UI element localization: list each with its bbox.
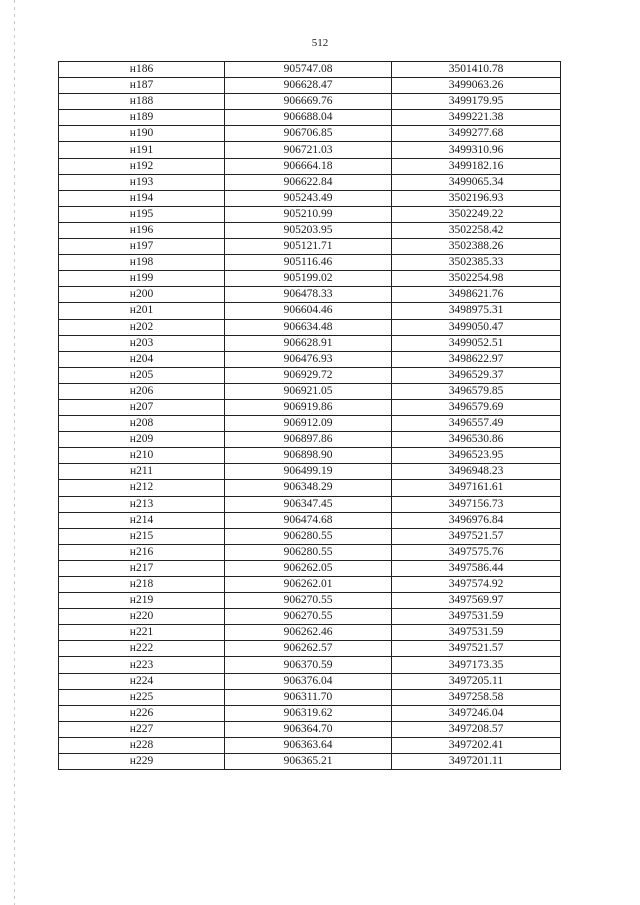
table-row bbox=[59, 110, 561, 126]
y-coordinate-cell: 3496948.23 bbox=[392, 464, 561, 480]
point-id-cell: н209 bbox=[59, 432, 225, 448]
table-row bbox=[59, 206, 561, 222]
point-id-cell: н210 bbox=[59, 448, 225, 464]
point-id-cell: н208 bbox=[59, 416, 225, 432]
x-coordinate-cell: 906319.62 bbox=[225, 705, 392, 721]
y-coordinate-cell: 3499182.16 bbox=[392, 158, 561, 174]
x-coordinate-cell: 906478.33 bbox=[225, 287, 392, 303]
y-coordinate-cell: 3502258.42 bbox=[392, 222, 561, 238]
point-id-cell: н200 bbox=[59, 287, 225, 303]
table-row bbox=[59, 399, 561, 415]
point-id-cell: н194 bbox=[59, 190, 225, 206]
y-coordinate-cell: 3498975.31 bbox=[392, 303, 561, 319]
point-id-cell: н186 bbox=[59, 62, 225, 78]
x-coordinate-cell: 906270.55 bbox=[225, 593, 392, 609]
point-id-cell: н189 bbox=[59, 110, 225, 126]
x-coordinate-cell: 906898.90 bbox=[225, 448, 392, 464]
y-coordinate-cell: 3497156.73 bbox=[392, 496, 561, 512]
y-coordinate-cell: 3497208.57 bbox=[392, 721, 561, 737]
table-row bbox=[59, 255, 561, 271]
table-row bbox=[59, 577, 561, 593]
y-coordinate-cell: 3497173.35 bbox=[392, 657, 561, 673]
x-coordinate-cell: 905243.49 bbox=[225, 190, 392, 206]
scan-edge-artifact bbox=[14, 0, 15, 905]
y-coordinate-cell: 3497586.44 bbox=[392, 560, 561, 576]
point-id-cell: н195 bbox=[59, 206, 225, 222]
x-coordinate-cell: 906365.21 bbox=[225, 754, 392, 770]
y-coordinate-cell: 3496579.69 bbox=[392, 399, 561, 415]
table-row bbox=[59, 271, 561, 287]
y-coordinate-cell: 3502196.93 bbox=[392, 190, 561, 206]
y-coordinate-cell: 3497201.11 bbox=[392, 754, 561, 770]
point-id-cell: н197 bbox=[59, 239, 225, 255]
table-row bbox=[59, 560, 561, 576]
table-row bbox=[59, 641, 561, 657]
x-coordinate-cell: 905199.02 bbox=[225, 271, 392, 287]
point-id-cell: н192 bbox=[59, 158, 225, 174]
point-id-cell: н211 bbox=[59, 464, 225, 480]
x-coordinate-cell: 906634.48 bbox=[225, 319, 392, 335]
table-row bbox=[59, 78, 561, 94]
point-id-cell: н203 bbox=[59, 335, 225, 351]
x-coordinate-cell: 906628.91 bbox=[225, 335, 392, 351]
table-row bbox=[59, 239, 561, 255]
x-coordinate-cell: 906912.09 bbox=[225, 416, 392, 432]
y-coordinate-cell: 3499052.51 bbox=[392, 335, 561, 351]
x-coordinate-cell: 905210.99 bbox=[225, 206, 392, 222]
table-row bbox=[59, 544, 561, 560]
point-id-cell: н198 bbox=[59, 255, 225, 271]
y-coordinate-cell: 3497161.61 bbox=[392, 480, 561, 496]
point-id-cell: н188 bbox=[59, 94, 225, 110]
x-coordinate-cell: 906474.68 bbox=[225, 512, 392, 528]
table-row bbox=[59, 480, 561, 496]
point-id-cell: н218 bbox=[59, 577, 225, 593]
x-coordinate-cell: 906721.03 bbox=[225, 142, 392, 158]
y-coordinate-cell: 3496976.84 bbox=[392, 512, 561, 528]
table-row bbox=[59, 705, 561, 721]
point-id-cell: н187 bbox=[59, 78, 225, 94]
point-id-cell: н196 bbox=[59, 222, 225, 238]
coordinates-table-body bbox=[59, 62, 561, 770]
y-coordinate-cell: 3496529.37 bbox=[392, 367, 561, 383]
point-id-cell: н225 bbox=[59, 689, 225, 705]
table-row bbox=[59, 625, 561, 641]
y-coordinate-cell: 3497521.57 bbox=[392, 641, 561, 657]
point-id-cell: н217 bbox=[59, 560, 225, 576]
point-id-cell: н207 bbox=[59, 399, 225, 415]
x-coordinate-cell: 906262.05 bbox=[225, 560, 392, 576]
point-id-cell: н190 bbox=[59, 126, 225, 142]
table-row bbox=[59, 222, 561, 238]
point-id-cell: н228 bbox=[59, 737, 225, 753]
table-row bbox=[59, 609, 561, 625]
point-id-cell: н223 bbox=[59, 657, 225, 673]
y-coordinate-cell: 3498622.97 bbox=[392, 351, 561, 367]
y-coordinate-cell: 3497531.59 bbox=[392, 609, 561, 625]
x-coordinate-cell: 906376.04 bbox=[225, 673, 392, 689]
table-row bbox=[59, 158, 561, 174]
table-row bbox=[59, 190, 561, 206]
point-id-cell: н213 bbox=[59, 496, 225, 512]
y-coordinate-cell: 3499277.68 bbox=[392, 126, 561, 142]
x-coordinate-cell: 905121.71 bbox=[225, 239, 392, 255]
point-id-cell: н222 bbox=[59, 641, 225, 657]
x-coordinate-cell: 905203.95 bbox=[225, 222, 392, 238]
point-id-cell: н220 bbox=[59, 609, 225, 625]
x-coordinate-cell: 906669.76 bbox=[225, 94, 392, 110]
x-coordinate-cell: 906921.05 bbox=[225, 383, 392, 399]
table-row bbox=[59, 689, 561, 705]
table-row bbox=[59, 512, 561, 528]
point-id-cell: н206 bbox=[59, 383, 225, 399]
point-id-cell: н205 bbox=[59, 367, 225, 383]
table-row bbox=[59, 303, 561, 319]
y-coordinate-cell: 3501410.78 bbox=[392, 62, 561, 78]
y-coordinate-cell: 3502385.33 bbox=[392, 255, 561, 271]
x-coordinate-cell: 906706.85 bbox=[225, 126, 392, 142]
point-id-cell: н229 bbox=[59, 754, 225, 770]
y-coordinate-cell: 3499310.96 bbox=[392, 142, 561, 158]
table-row bbox=[59, 754, 561, 770]
point-id-cell: н215 bbox=[59, 528, 225, 544]
table-row bbox=[59, 721, 561, 737]
y-coordinate-cell: 3499065.34 bbox=[392, 174, 561, 190]
table-row bbox=[59, 432, 561, 448]
table-row bbox=[59, 174, 561, 190]
point-id-cell: н226 bbox=[59, 705, 225, 721]
page-number: 512 bbox=[311, 37, 329, 49]
x-coordinate-cell: 905747.08 bbox=[225, 62, 392, 78]
point-id-cell: н214 bbox=[59, 512, 225, 528]
x-coordinate-cell: 906270.55 bbox=[225, 609, 392, 625]
point-id-cell: н221 bbox=[59, 625, 225, 641]
table-row bbox=[59, 673, 561, 689]
table-row bbox=[59, 319, 561, 335]
x-coordinate-cell: 906262.01 bbox=[225, 577, 392, 593]
table-row bbox=[59, 448, 561, 464]
y-coordinate-cell: 3497569.97 bbox=[392, 593, 561, 609]
table-row bbox=[59, 464, 561, 480]
coordinates-table bbox=[58, 61, 561, 770]
y-coordinate-cell: 3497205.11 bbox=[392, 673, 561, 689]
x-coordinate-cell: 906604.46 bbox=[225, 303, 392, 319]
x-coordinate-cell: 906628.47 bbox=[225, 78, 392, 94]
table-row bbox=[59, 62, 561, 78]
x-coordinate-cell: 905116.46 bbox=[225, 255, 392, 271]
point-id-cell: н202 bbox=[59, 319, 225, 335]
y-coordinate-cell: 3496579.85 bbox=[392, 383, 561, 399]
point-id-cell: н216 bbox=[59, 544, 225, 560]
point-id-cell: н193 bbox=[59, 174, 225, 190]
y-coordinate-cell: 3502388.26 bbox=[392, 239, 561, 255]
y-coordinate-cell: 3497575.76 bbox=[392, 544, 561, 560]
table-row bbox=[59, 367, 561, 383]
table-row bbox=[59, 737, 561, 753]
point-id-cell: н212 bbox=[59, 480, 225, 496]
x-coordinate-cell: 906664.18 bbox=[225, 158, 392, 174]
x-coordinate-cell: 906280.55 bbox=[225, 528, 392, 544]
table-row bbox=[59, 383, 561, 399]
y-coordinate-cell: 3497258.58 bbox=[392, 689, 561, 705]
y-coordinate-cell: 3496530.86 bbox=[392, 432, 561, 448]
x-coordinate-cell: 906347.45 bbox=[225, 496, 392, 512]
table-row bbox=[59, 335, 561, 351]
x-coordinate-cell: 906919.86 bbox=[225, 399, 392, 415]
y-coordinate-cell: 3497246.04 bbox=[392, 705, 561, 721]
table-row bbox=[59, 94, 561, 110]
table-row bbox=[59, 496, 561, 512]
y-coordinate-cell: 3496523.95 bbox=[392, 448, 561, 464]
table-row bbox=[59, 528, 561, 544]
y-coordinate-cell: 3499063.26 bbox=[392, 78, 561, 94]
x-coordinate-cell: 906499.19 bbox=[225, 464, 392, 480]
y-coordinate-cell: 3502254.98 bbox=[392, 271, 561, 287]
x-coordinate-cell: 906476.93 bbox=[225, 351, 392, 367]
table-row bbox=[59, 126, 561, 142]
y-coordinate-cell: 3499050.47 bbox=[392, 319, 561, 335]
x-coordinate-cell: 906688.04 bbox=[225, 110, 392, 126]
point-id-cell: н227 bbox=[59, 721, 225, 737]
point-id-cell: н191 bbox=[59, 142, 225, 158]
table-row bbox=[59, 351, 561, 367]
y-coordinate-cell: 3498621.76 bbox=[392, 287, 561, 303]
x-coordinate-cell: 906929.72 bbox=[225, 367, 392, 383]
x-coordinate-cell: 906363.64 bbox=[225, 737, 392, 753]
x-coordinate-cell: 906348.29 bbox=[225, 480, 392, 496]
table-row bbox=[59, 416, 561, 432]
y-coordinate-cell: 3497202.41 bbox=[392, 737, 561, 753]
y-coordinate-cell: 3497574.92 bbox=[392, 577, 561, 593]
x-coordinate-cell: 906280.55 bbox=[225, 544, 392, 560]
x-coordinate-cell: 906311.70 bbox=[225, 689, 392, 705]
point-id-cell: н224 bbox=[59, 673, 225, 689]
point-id-cell: н201 bbox=[59, 303, 225, 319]
y-coordinate-cell: 3496557.49 bbox=[392, 416, 561, 432]
point-id-cell: н199 bbox=[59, 271, 225, 287]
x-coordinate-cell: 906364.70 bbox=[225, 721, 392, 737]
point-id-cell: н219 bbox=[59, 593, 225, 609]
y-coordinate-cell: 3502249.22 bbox=[392, 206, 561, 222]
y-coordinate-cell: 3497531.59 bbox=[392, 625, 561, 641]
table-row bbox=[59, 287, 561, 303]
x-coordinate-cell: 906622.84 bbox=[225, 174, 392, 190]
table-row bbox=[59, 593, 561, 609]
table-row bbox=[59, 657, 561, 673]
point-id-cell: н204 bbox=[59, 351, 225, 367]
x-coordinate-cell: 906262.57 bbox=[225, 641, 392, 657]
y-coordinate-cell: 3497521.57 bbox=[392, 528, 561, 544]
y-coordinate-cell: 3499221.38 bbox=[392, 110, 561, 126]
x-coordinate-cell: 906262.46 bbox=[225, 625, 392, 641]
y-coordinate-cell: 3499179.95 bbox=[392, 94, 561, 110]
x-coordinate-cell: 906370.59 bbox=[225, 657, 392, 673]
table-row bbox=[59, 142, 561, 158]
x-coordinate-cell: 906897.86 bbox=[225, 432, 392, 448]
